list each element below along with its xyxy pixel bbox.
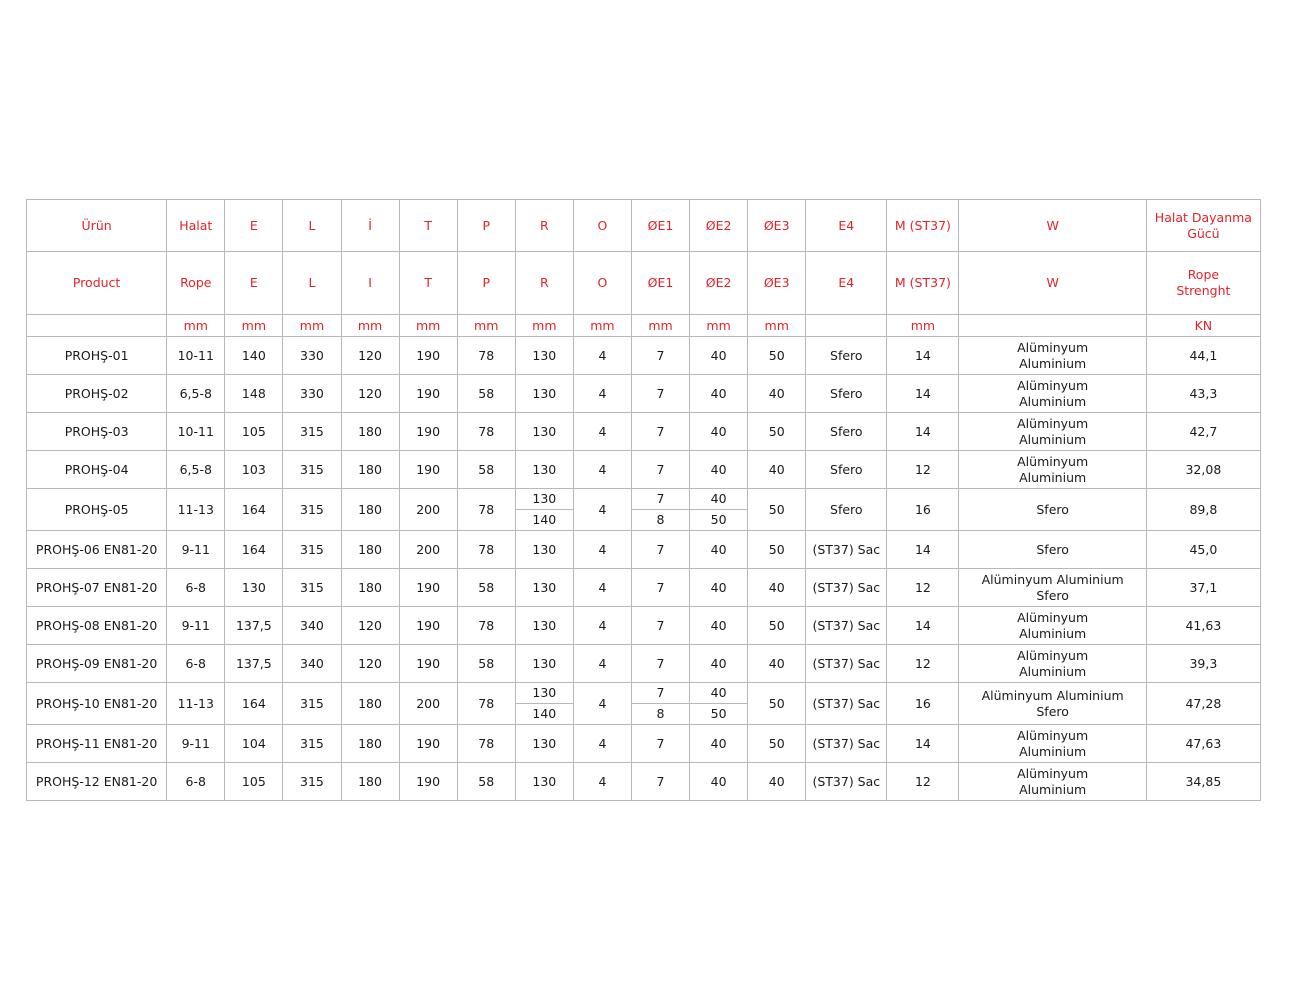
cell-l: 315 <box>283 683 341 725</box>
cell-o: 4 <box>573 337 631 375</box>
unit-w <box>959 315 1146 337</box>
cell-oe1: 7 <box>631 413 689 451</box>
cell-i: 180 <box>341 451 399 489</box>
unit-l: mm <box>283 315 341 337</box>
cell-oe1: 7 <box>631 645 689 683</box>
cell-m: 12 <box>887 451 959 489</box>
cell-halat: 9-11 <box>167 531 225 569</box>
spec-table <box>26 199 1261 801</box>
cell-oe2: 50 <box>690 704 748 725</box>
cell-p: 78 <box>457 683 515 725</box>
cell-oe3: 50 <box>748 337 806 375</box>
cell-m: 14 <box>887 607 959 645</box>
cell-product: PROHŞ-06 EN81-20 <box>27 531 167 569</box>
cell-e4: Sfero <box>806 413 887 451</box>
cell-r: 130 <box>515 645 573 683</box>
table-row <box>27 337 1261 375</box>
cell-l: 315 <box>283 489 341 531</box>
cell-m: 14 <box>887 413 959 451</box>
cell-w <box>959 645 1146 683</box>
cell-p: 58 <box>457 645 515 683</box>
cell-w-line1: Alüminyum Aluminium <box>981 571 1124 587</box>
cell-p: 58 <box>457 451 515 489</box>
unit-m: mm <box>887 315 959 337</box>
cell-halat: 10-11 <box>167 413 225 451</box>
cell-p: 58 <box>457 569 515 607</box>
cell-r: 130 <box>515 607 573 645</box>
header-halat-dayanma-gucu <box>1146 200 1260 252</box>
cell-w-line1: Alüminyum <box>1017 415 1089 431</box>
cell-oe3: 50 <box>748 683 806 725</box>
cell-p: 78 <box>457 531 515 569</box>
cell-r: 140 <box>515 510 573 531</box>
cell-oe3: 50 <box>748 531 806 569</box>
cell-oe2: 40 <box>690 645 748 683</box>
cell-e4: (ST37) Sac <box>806 763 887 801</box>
cell-l: 315 <box>283 451 341 489</box>
cell-w-line2: Aluminium <box>1019 743 1087 759</box>
unit-product <box>27 315 167 337</box>
header-oe2: ØE2 <box>690 200 748 252</box>
cell-e: 130 <box>225 569 283 607</box>
cell-product: PROHŞ-07 EN81-20 <box>27 569 167 607</box>
cell-e4: (ST37) Sac <box>806 531 887 569</box>
cell-oe2: 40 <box>690 531 748 569</box>
cell-w-line2: Aluminium <box>1019 355 1087 371</box>
cell-e: 103 <box>225 451 283 489</box>
cell-i: 180 <box>341 531 399 569</box>
cell-halat: 6-8 <box>167 645 225 683</box>
cell-oe3: 50 <box>748 413 806 451</box>
cell-w <box>959 569 1146 607</box>
table-row <box>27 645 1261 683</box>
cell-r: 130 <box>515 451 573 489</box>
unit-o: mm <box>573 315 631 337</box>
cell-w-line1: Alüminyum <box>1017 765 1089 781</box>
cell-strength: 32,08 <box>1146 451 1260 489</box>
cell-product: PROHŞ-04 <box>27 451 167 489</box>
cell-o: 4 <box>573 451 631 489</box>
cell-t: 190 <box>399 569 457 607</box>
cell-t: 200 <box>399 531 457 569</box>
cell-o: 4 <box>573 683 631 725</box>
cell-w <box>959 375 1146 413</box>
cell-oe2: 40 <box>690 683 748 704</box>
unit-strength: KN <box>1146 315 1260 337</box>
cell-l: 315 <box>283 531 341 569</box>
cell-w-line1: Alüminyum <box>1017 727 1089 743</box>
header-en-e: E <box>225 252 283 315</box>
cell-m: 14 <box>887 531 959 569</box>
header-i: İ <box>341 200 399 252</box>
cell-m: 12 <box>887 763 959 801</box>
cell-t: 200 <box>399 683 457 725</box>
cell-t: 190 <box>399 375 457 413</box>
table-row <box>27 375 1261 413</box>
cell-e: 148 <box>225 375 283 413</box>
header-en-r: R <box>515 252 573 315</box>
table-row <box>27 725 1261 763</box>
cell-oe3: 50 <box>748 607 806 645</box>
header-t: T <box>399 200 457 252</box>
cell-r: 130 <box>515 375 573 413</box>
cell-e: 164 <box>225 531 283 569</box>
cell-o: 4 <box>573 413 631 451</box>
cell-e4: Sfero <box>806 451 887 489</box>
cell-l: 315 <box>283 725 341 763</box>
cell-product: PROHŞ-02 <box>27 375 167 413</box>
cell-l: 315 <box>283 413 341 451</box>
cell-w <box>959 413 1146 451</box>
cell-oe3: 50 <box>748 725 806 763</box>
cell-strength: 42,7 <box>1146 413 1260 451</box>
cell-e4: Sfero <box>806 375 887 413</box>
cell-product: PROHŞ-10 EN81-20 <box>27 683 167 725</box>
header-en-oe2: ØE2 <box>690 252 748 315</box>
cell-strength: 43,3 <box>1146 375 1260 413</box>
cell-r: 130 <box>515 725 573 763</box>
header-e4: E4 <box>806 200 887 252</box>
cell-w <box>959 531 1146 569</box>
cell-r: 130 <box>515 413 573 451</box>
cell-halat: 10-11 <box>167 337 225 375</box>
cell-i: 180 <box>341 569 399 607</box>
cell-t: 200 <box>399 489 457 531</box>
unit-t: mm <box>399 315 457 337</box>
cell-o: 4 <box>573 375 631 413</box>
cell-r: 130 <box>515 337 573 375</box>
cell-oe2: 50 <box>690 510 748 531</box>
cell-l: 340 <box>283 607 341 645</box>
header-strength-line2: Strenght <box>1176 283 1231 298</box>
cell-oe3: 50 <box>748 489 806 531</box>
cell-oe3: 40 <box>748 763 806 801</box>
header-en-oe1: ØE1 <box>631 252 689 315</box>
header-oe1: ØE1 <box>631 200 689 252</box>
cell-p: 78 <box>457 489 515 531</box>
cell-t: 190 <box>399 763 457 801</box>
cell-oe1: 7 <box>631 763 689 801</box>
header-o: O <box>573 200 631 252</box>
cell-w-line1: Alüminyum <box>1017 377 1089 393</box>
cell-e: 105 <box>225 413 283 451</box>
header-guc-line2: Gücü <box>1187 225 1220 241</box>
cell-halat: 9-11 <box>167 725 225 763</box>
cell-oe2: 40 <box>690 375 748 413</box>
cell-e4: (ST37) Sac <box>806 683 887 725</box>
cell-w-line2: Aluminium <box>1019 663 1087 679</box>
cell-w-line1: Alüminyum <box>1017 609 1089 625</box>
unit-oe2: mm <box>690 315 748 337</box>
cell-e: 104 <box>225 725 283 763</box>
unit-e4 <box>806 315 887 337</box>
cell-r: 130 <box>515 569 573 607</box>
cell-l: 315 <box>283 763 341 801</box>
cell-t: 190 <box>399 725 457 763</box>
cell-w-line2: Aluminium <box>1019 625 1087 641</box>
cell-product: PROHŞ-01 <box>27 337 167 375</box>
cell-product: PROHŞ-03 <box>27 413 167 451</box>
cell-oe3: 40 <box>748 645 806 683</box>
header-en-i: I <box>341 252 399 315</box>
cell-o: 4 <box>573 569 631 607</box>
cell-i: 180 <box>341 413 399 451</box>
cell-w-line2: Aluminium <box>1019 781 1087 797</box>
cell-oe2: 40 <box>690 413 748 451</box>
cell-w-line1: Alüminyum <box>1017 453 1089 469</box>
cell-strength: 47,63 <box>1146 725 1260 763</box>
cell-i: 180 <box>341 489 399 531</box>
cell-e: 137,5 <box>225 607 283 645</box>
cell-w-line1: Sfero <box>1036 501 1069 517</box>
cell-r: 130 <box>515 531 573 569</box>
table-row <box>27 413 1261 451</box>
cell-t: 190 <box>399 337 457 375</box>
cell-oe1: 7 <box>631 337 689 375</box>
cell-w <box>959 763 1146 801</box>
cell-oe1: 7 <box>631 451 689 489</box>
cell-m: 12 <box>887 569 959 607</box>
cell-oe2: 40 <box>690 451 748 489</box>
cell-p: 78 <box>457 413 515 451</box>
cell-w-line2: Sfero <box>1036 703 1069 719</box>
cell-e: 105 <box>225 763 283 801</box>
table-row <box>27 569 1261 607</box>
cell-oe2: 40 <box>690 763 748 801</box>
cell-oe1: 8 <box>631 704 689 725</box>
header-rope: Rope <box>167 252 225 315</box>
cell-oe2: 40 <box>690 337 748 375</box>
unit-e: mm <box>225 315 283 337</box>
cell-w-line2: Aluminium <box>1019 431 1087 447</box>
header-product: Product <box>27 252 167 315</box>
cell-w <box>959 451 1146 489</box>
header-r: R <box>515 200 573 252</box>
cell-product: PROHŞ-12 EN81-20 <box>27 763 167 801</box>
cell-w-line2: Sfero <box>1036 587 1069 603</box>
cell-halat: 11-13 <box>167 489 225 531</box>
cell-m: 14 <box>887 337 959 375</box>
cell-t: 190 <box>399 607 457 645</box>
unit-halat: mm <box>167 315 225 337</box>
cell-m: 16 <box>887 683 959 725</box>
cell-o: 4 <box>573 645 631 683</box>
cell-t: 190 <box>399 645 457 683</box>
cell-r: 130 <box>515 763 573 801</box>
header-m: M (ST37) <box>887 200 959 252</box>
cell-m: 16 <box>887 489 959 531</box>
cell-w-line2: Aluminium <box>1019 393 1087 409</box>
header-l: L <box>283 200 341 252</box>
header-en-w: W <box>959 252 1146 315</box>
cell-e4: (ST37) Sac <box>806 725 887 763</box>
unit-oe3: mm <box>748 315 806 337</box>
cell-r: 130 <box>515 683 573 704</box>
cell-product: PROHŞ-11 EN81-20 <box>27 725 167 763</box>
header-en-m: M (ST37) <box>887 252 959 315</box>
cell-t: 190 <box>399 451 457 489</box>
unit-r: mm <box>515 315 573 337</box>
cell-e: 164 <box>225 489 283 531</box>
cell-halat: 6-8 <box>167 569 225 607</box>
cell-w <box>959 683 1146 725</box>
header-en-e4: E4 <box>806 252 887 315</box>
cell-oe1: 7 <box>631 683 689 704</box>
table-row <box>27 489 1261 510</box>
cell-p: 78 <box>457 607 515 645</box>
header-row-turkish <box>27 200 1261 252</box>
header-p: P <box>457 200 515 252</box>
cell-strength: 47,28 <box>1146 683 1260 725</box>
cell-i: 120 <box>341 375 399 413</box>
cell-e4: (ST37) Sac <box>806 569 887 607</box>
cell-i: 180 <box>341 683 399 725</box>
header-w: W <box>959 200 1146 252</box>
cell-oe2: 40 <box>690 607 748 645</box>
cell-e: 164 <box>225 683 283 725</box>
header-oe3: ØE3 <box>748 200 806 252</box>
unit-p: mm <box>457 315 515 337</box>
cell-w-line1: Sfero <box>1036 541 1069 557</box>
header-en-p: P <box>457 252 515 315</box>
cell-oe3: 40 <box>748 569 806 607</box>
table-row <box>27 763 1261 801</box>
header-en-o: O <box>573 252 631 315</box>
cell-l: 330 <box>283 337 341 375</box>
cell-e4: Sfero <box>806 337 887 375</box>
cell-oe2: 40 <box>690 569 748 607</box>
header-row-english <box>27 252 1261 315</box>
cell-w-line1: Alüminyum <box>1017 647 1089 663</box>
cell-l: 315 <box>283 569 341 607</box>
cell-w <box>959 337 1146 375</box>
cell-p: 78 <box>457 725 515 763</box>
cell-m: 14 <box>887 725 959 763</box>
unit-i: mm <box>341 315 399 337</box>
cell-strength: 34,85 <box>1146 763 1260 801</box>
units-row <box>27 315 1261 337</box>
cell-m: 12 <box>887 645 959 683</box>
cell-product: PROHŞ-05 <box>27 489 167 531</box>
cell-e4: Sfero <box>806 489 887 531</box>
cell-oe1: 7 <box>631 725 689 763</box>
cell-e4: (ST37) Sac <box>806 607 887 645</box>
cell-w <box>959 607 1146 645</box>
cell-i: 120 <box>341 337 399 375</box>
cell-halat: 9-11 <box>167 607 225 645</box>
cell-i: 180 <box>341 725 399 763</box>
cell-o: 4 <box>573 607 631 645</box>
table-row <box>27 607 1261 645</box>
cell-strength: 37,1 <box>1146 569 1260 607</box>
cell-t: 190 <box>399 413 457 451</box>
table-row <box>27 451 1261 489</box>
cell-halat: 6,5-8 <box>167 375 225 413</box>
cell-i: 180 <box>341 763 399 801</box>
cell-w-line2: Aluminium <box>1019 469 1087 485</box>
cell-e: 140 <box>225 337 283 375</box>
cell-oe2: 40 <box>690 489 748 510</box>
cell-w-line1: Alüminyum <box>1017 339 1089 355</box>
cell-strength: 41,63 <box>1146 607 1260 645</box>
table-row <box>27 683 1261 704</box>
cell-oe2: 40 <box>690 725 748 763</box>
cell-m: 14 <box>887 375 959 413</box>
cell-w <box>959 489 1146 531</box>
cell-i: 120 <box>341 607 399 645</box>
header-rope-strength <box>1146 252 1260 315</box>
cell-oe1: 7 <box>631 531 689 569</box>
header-e: E <box>225 200 283 252</box>
cell-halat: 11-13 <box>167 683 225 725</box>
cell-p: 78 <box>457 337 515 375</box>
table-row <box>27 531 1261 569</box>
cell-oe1: 7 <box>631 607 689 645</box>
header-en-l: L <box>283 252 341 315</box>
unit-oe1: mm <box>631 315 689 337</box>
cell-strength: 44,1 <box>1146 337 1260 375</box>
cell-e: 137,5 <box>225 645 283 683</box>
cell-r: 130 <box>515 489 573 510</box>
cell-o: 4 <box>573 531 631 569</box>
cell-product: PROHŞ-08 EN81-20 <box>27 607 167 645</box>
cell-r: 140 <box>515 704 573 725</box>
cell-strength: 39,3 <box>1146 645 1260 683</box>
header-urun: Ürün <box>27 200 167 252</box>
cell-oe1: 7 <box>631 569 689 607</box>
cell-oe3: 40 <box>748 451 806 489</box>
cell-w-line1: Alüminyum Aluminium <box>981 687 1124 703</box>
cell-oe1: 7 <box>631 375 689 413</box>
cell-o: 4 <box>573 489 631 531</box>
cell-i: 120 <box>341 645 399 683</box>
header-guc-line1: Halat Dayanma <box>1154 209 1252 225</box>
header-en-t: T <box>399 252 457 315</box>
header-en-oe3: ØE3 <box>748 252 806 315</box>
cell-p: 58 <box>457 375 515 413</box>
cell-strength: 45,0 <box>1146 531 1260 569</box>
cell-e4: (ST37) Sac <box>806 645 887 683</box>
cell-oe3: 40 <box>748 375 806 413</box>
cell-l: 340 <box>283 645 341 683</box>
cell-strength: 89,8 <box>1146 489 1260 531</box>
cell-oe1: 8 <box>631 510 689 531</box>
cell-p: 58 <box>457 763 515 801</box>
cell-w <box>959 725 1146 763</box>
header-halat: Halat <box>167 200 225 252</box>
cell-o: 4 <box>573 763 631 801</box>
cell-halat: 6,5-8 <box>167 451 225 489</box>
cell-product: PROHŞ-09 EN81-20 <box>27 645 167 683</box>
header-strength-line1: Rope <box>1187 267 1220 282</box>
cell-o: 4 <box>573 725 631 763</box>
cell-l: 330 <box>283 375 341 413</box>
cell-oe1: 7 <box>631 489 689 510</box>
cell-halat: 6-8 <box>167 763 225 801</box>
